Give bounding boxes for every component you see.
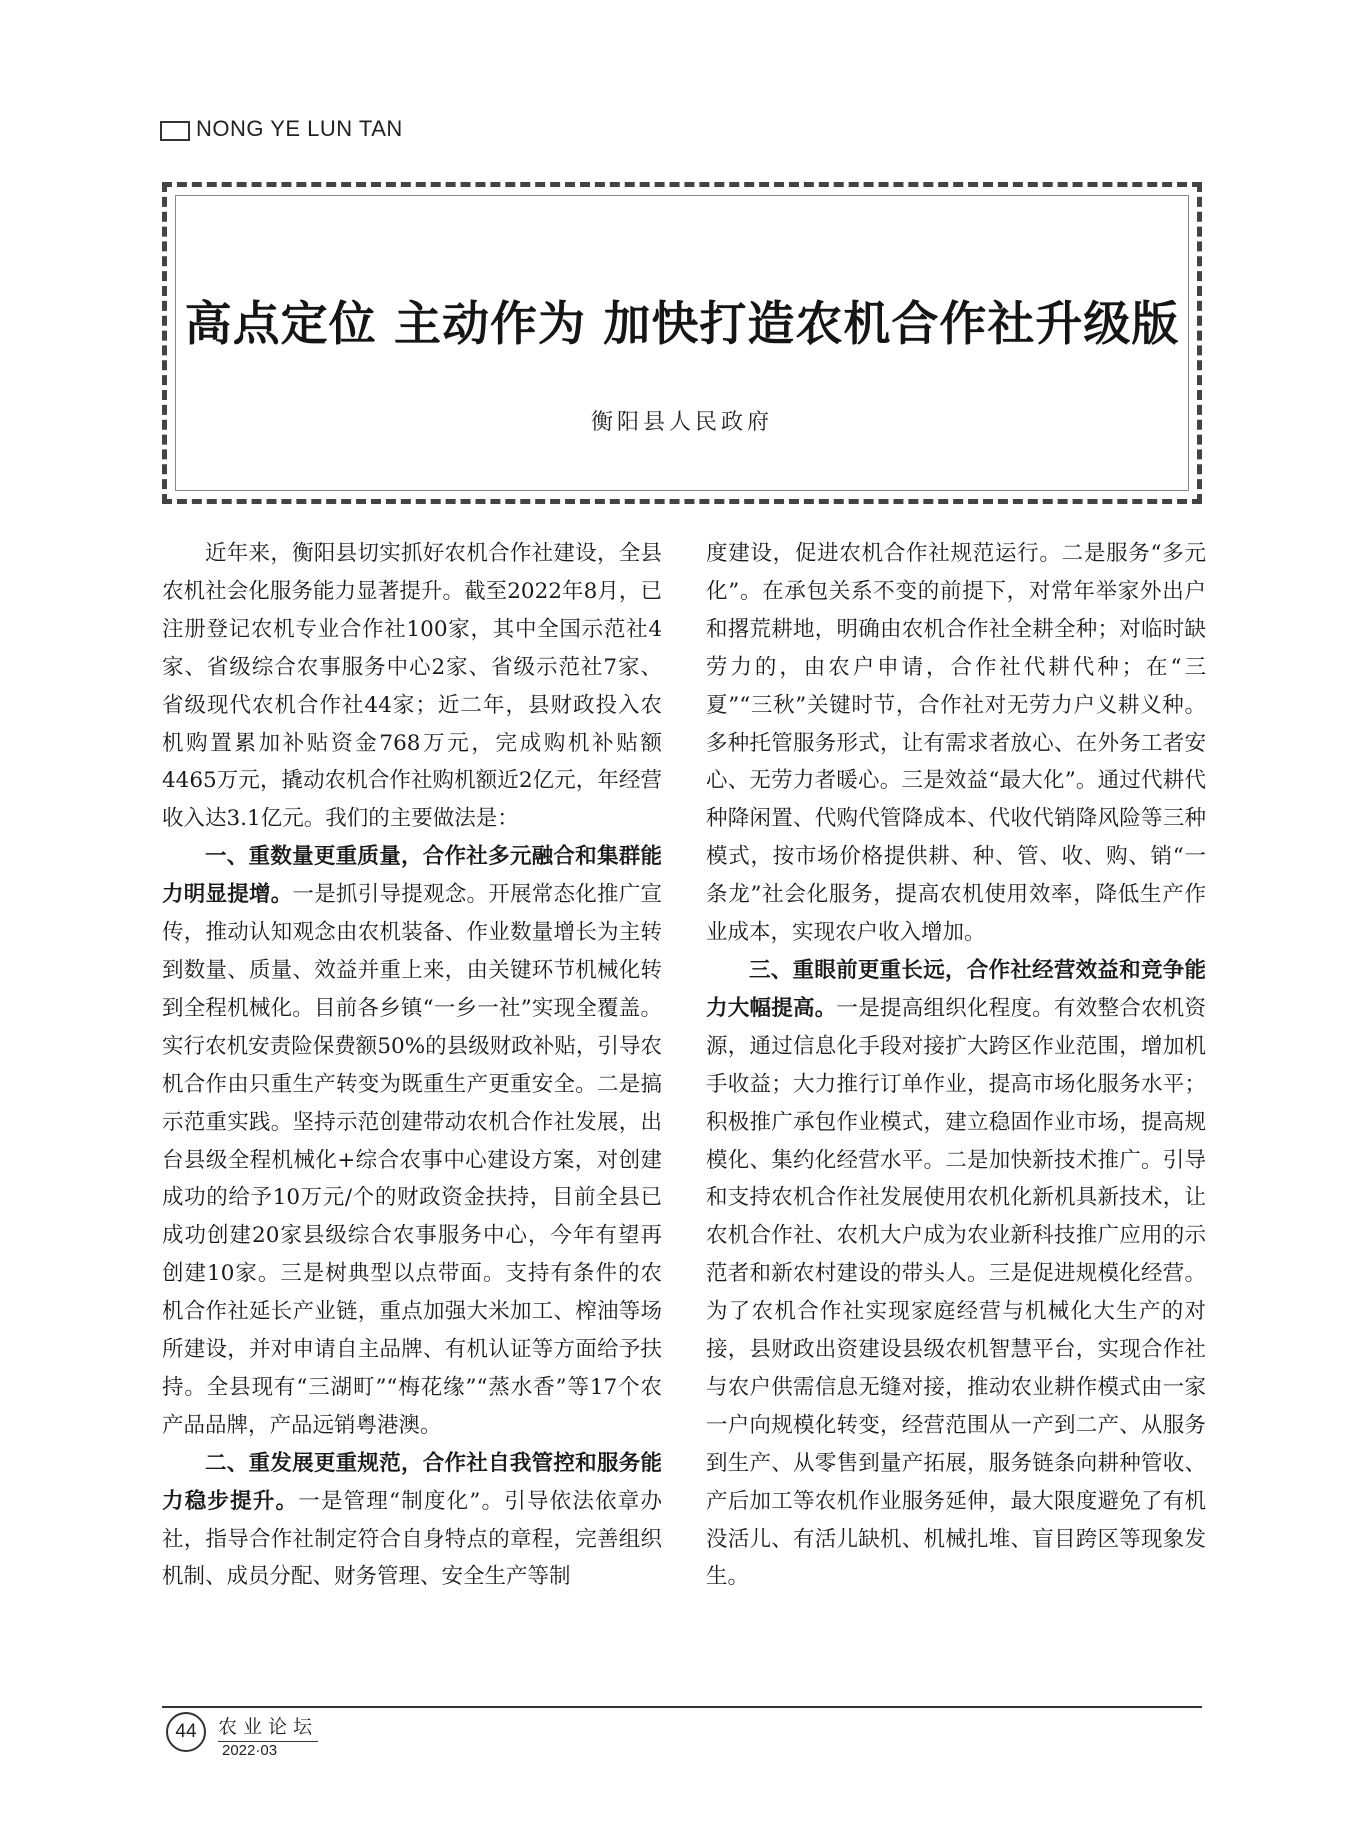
section-one-heading: 一、重数量更重质量，合作社多元融合和集群能力明显提增。 xyxy=(162,844,662,908)
section-two-body: 一是管理“制度化”。引导依法依章办社，指导合作社制定符合自身特点的章程，完善组织机制、成员分配、财务管理、安全生产等制 xyxy=(162,1488,662,1590)
header-decorative-box xyxy=(160,121,190,141)
section-three-paragraph xyxy=(706,952,1206,1596)
running-header: NONG YE LUN TAN xyxy=(196,116,403,141)
intro-paragraph: 近年来，衡阳县切实抓好农机合作社建设，全县农机社会化服务能力显著提升。截至2022年8月，已注册登记农机专业合作社100家，其中全国示范社4家、省级综合农事服务中心2家、省级示范社7家、省级现代农机合作社44家；近二年，县财政投入农机购置累加补贴资金768万元，完成购机补贴额4465万元，撬动农机合作社购机额近2亿元，年经营收入达3.1亿元。我们的主要做法是： xyxy=(162,541,662,832)
section-two-continued-paragraph: 度建设，促进农机合作社规范运行。二是服务“多元化”。在承包关系不变的前提下，对常年举家外出户和撂荒耕地，明确由农机合作社全耕全种；对临时缺劳力的，由农户申请，合作社代耕代种；在“三夏”“三秋”关键时节，合作社对无劳力户义耕义种。多种托管服务形式，让有需求者放心、在外务工者安心、无劳力者暖心。三是效益“最大化”。通过代耕代种降闲置、代购代管降成本、代收代销降风险等三种模式，按市场价格提供耕、种、管、收、购、销“一条龙”社会化服务，提高农机使用效率，降低生产作业成本，实现农户收入增加。 xyxy=(706,541,1206,946)
page-number-badge: 44 xyxy=(166,1712,206,1752)
left-column xyxy=(162,535,662,1596)
title-frame xyxy=(162,182,1202,504)
section-two-heading: 二、重发展更重规范，合作社自我管控和服务能力稳步提升。 xyxy=(162,1450,662,1514)
section-one-paragraph xyxy=(162,838,662,1445)
footer-issue: 2022·03 xyxy=(222,1742,278,1759)
footer-divider xyxy=(162,1706,1202,1708)
section-three-heading: 三、重眼前更重长远，合作社经营效益和竞争能力大幅提高。 xyxy=(706,957,1206,1021)
article-author: 衡阳县人民政府 xyxy=(590,410,773,435)
section-three-body: 一是提高组织化程度。有效整合农机资源，通过信息化手段对接扩大跨区作业范围，增加机手收益；大力推行订单作业，提高市场化服务水平；积极推广承包作业模式，建立稳固作业市场，提高规模化、集约化经营水平。二是加快新技术推广。引导和支持农机合作社发展使用农机化新机具新技术，让农机合作社、农机大户成为农业新科技推广应用的示范者和新农村建设的带头人。三是促进规模化经营。为了农机合作社实现家庭经营与机械化大生产的对接，县财政出资建设县级农机智慧平台，实现合作社与农户供需信息无缝对接，推动农业耕作模式由一家一户向规模化转变，经营范围从一产到二产、从服务到生产、从零售到量产拓展，服务链条向耕种管收、产后加工等农机作业服务延伸，最大限度避免了有机没活儿、有活儿缺机、机械扎堆、盲目跨区等现象发生。 xyxy=(706,995,1206,1590)
section-two-paragraph xyxy=(162,1445,662,1597)
footer-journal-name: 农业论坛 xyxy=(218,1712,318,1742)
right-column xyxy=(706,535,1206,1596)
section-one-body: 一是抓引导提观念。开展常态化推广宣传，推动认知观念由农机装备、作业数量增长为主转到数量、质量、效益并重上来，由关键环节机械化转到全程机械化。目前各乡镇“一乡一社”实现全覆盖。实行农机安责险保费额50%的县级财政补贴，引导农机合作由只重生产转变为既重生产更重安全。二是搞示范重实践。坚持示范创建带动农机合作社发展，出台县级全程机械化+综合农事中心建设方案，对创建成功的给予10万元/个的财政资金扶持，目前全县已成功创建20家县级综合农事服务中心，今年有望再创建10家。三是树典型以点带面。支持有条件的农机合作社延长产业链，重点加强大米加工、榨油等场所建设，并对申请自主品牌、有机认证等方面给予扶持。全县现有“三湖町”“梅花缘”“蒸水香”等17个农产品品牌，产品远销粤港澳。 xyxy=(162,882,662,1438)
article-title: 高点定位 主动作为 加快打造农机合作社升级版 xyxy=(184,297,1180,352)
